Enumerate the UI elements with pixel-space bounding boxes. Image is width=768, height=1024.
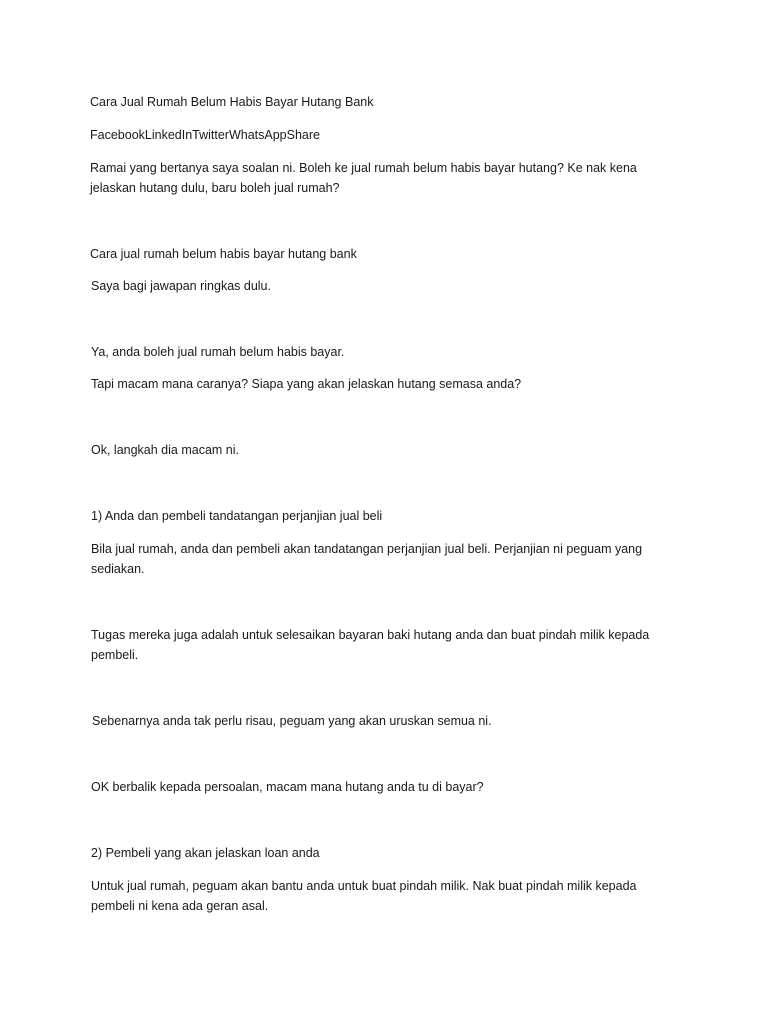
paragraph-5: Ok, langkah dia macam ni.	[91, 443, 239, 457]
paragraph-8: Sebenarnya anda tak perlu risau, peguam yang akan uruskan semua ni.	[92, 714, 492, 728]
paragraph-3: Ya, anda boleh jual rumah belum habis bayar.	[91, 345, 345, 359]
subheading-cara-jual: Cara jual rumah belum habis bayar hutang bank	[90, 247, 357, 261]
paragraph-2: Saya bagi jawapan ringkas dulu.	[91, 279, 271, 293]
step-1-heading: 1) Anda dan pembeli tandatangan perjanjian jual beli	[91, 509, 383, 523]
document-title: Cara Jual Rumah Belum Habis Bayar Hutang Bank	[90, 95, 374, 109]
paragraph-1: Ramai yang bertanya saya soalan ni. Boleh ke jual rumah belum habis bayar hutang? Ke nak kena jelaskan hutang dulu, baru boleh jual rumah?	[90, 161, 637, 195]
paragraph-9: OK berbalik kepada persoalan, macam mana hutang anda tu di bayar?	[91, 780, 484, 794]
paragraph-7: Tugas mereka juga adalah untuk selesaikan bayaran baki hutang anda dan buat pindah milik kepada pembeli.	[91, 628, 650, 662]
share-links[interactable]: FacebookLinkedInTwitterWhatsAppShare	[90, 128, 320, 142]
paragraph-4: Tapi macam mana caranya? Siapa yang akan jelaskan hutang semasa anda?	[91, 377, 522, 391]
paragraph-6: Bila jual rumah, anda dan pembeli akan tandatangan perjanjian jual beli. Perjanjian ni peguam yang sediakan.	[91, 542, 643, 576]
paragraph-10: Untuk jual rumah, peguam akan bantu anda untuk buat pindah milik. Nak buat pindah milik kepada pembeli ni kena ada geran asal.	[91, 879, 637, 913]
step-2-heading: 2) Pembeli yang akan jelaskan loan anda	[91, 846, 320, 860]
